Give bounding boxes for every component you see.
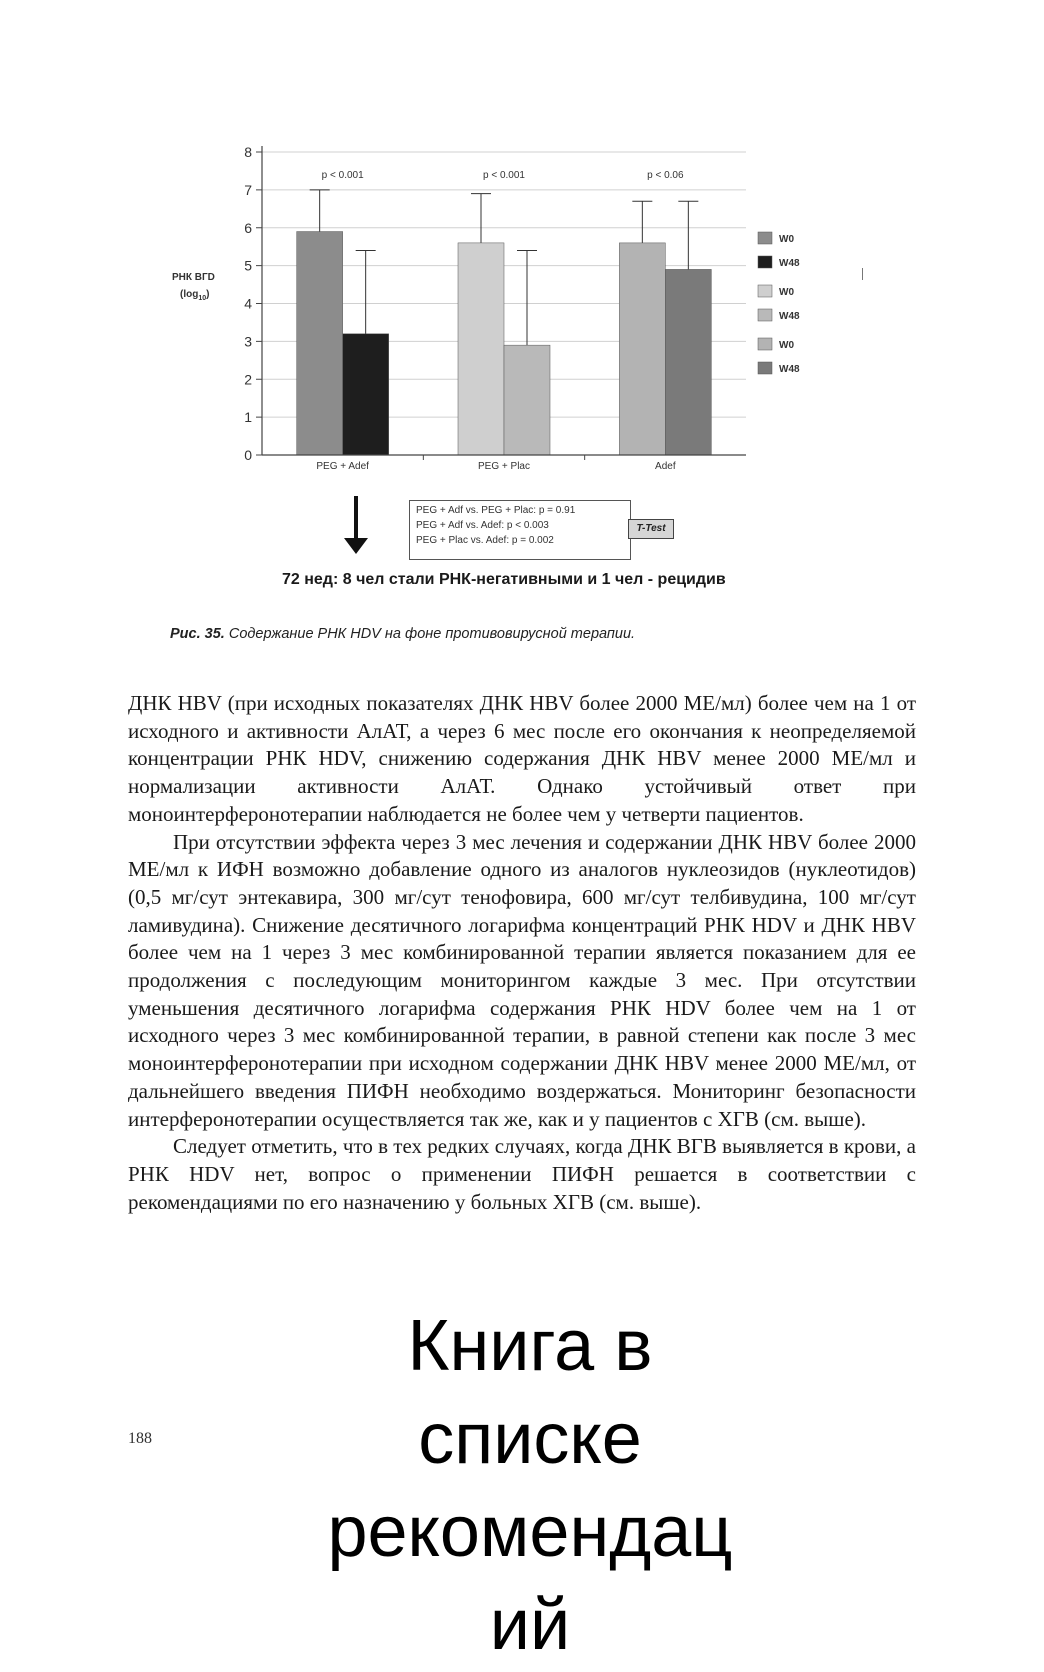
margin-mark [862,268,863,280]
p-value-label: p < 0.06 [647,170,684,181]
ttest-line: PEG + Plac vs. Adef: p = 0.002 [416,535,554,546]
y-axis-label-line2: $(\log_{10})$ [180,289,210,302]
legend-label: W48 [779,258,800,269]
bar [343,334,389,455]
overlay-line: ий [489,1585,571,1665]
paragraph: Следует отметить, что в тех редких случаях, когда ДНК ВГВ выявляется в крови, а РНК HDV нет, вопрос о применении ПИФН решается в соответствии с рекомендациями по его назначению у больных ХГВ (см. выше). [128,1134,916,1214]
arrow-head-icon [344,538,368,554]
ttest-badge: T-Test [628,519,674,539]
bar-chart [0,0,1044,500]
legend-swatch [758,309,772,321]
bar [619,243,665,455]
paragraph: ДНК HBV (при исходных показателях ДНК HBV более 2000 МЕ/мл) более чем на 1 от исходного и активности АлАТ, а через 6 мес после его окончания к неопределяемой концентрации РНК HDV, снижению содержания ДНК HBV менее 2000 МЕ/мл и нормализации активности АлАТ. Однако устойчивый ответ при моноинтерферонотерапии наблюдается не более чем у четверти пациентов. [128,691,916,826]
legend-label: W48 [779,364,800,375]
bar [665,269,711,455]
legend-swatch [758,338,772,350]
figure-label: Рис. 35. [170,626,225,642]
legend-swatch [758,232,772,244]
paragraph: При отсутствии эффекта через 3 мес лечения и содержании ДНК HBV более 2000 МЕ/мл к ИФН возможно добавление одного из аналогов нуклеозидов (нуклеотидов) (0,5 мг/сут энтекавира, 300 мг/сут тенофовира, 600 мг/сут телбивудина, 100 мг/сут ламивудина). Снижение десятичного логарифма концентраций РНК HDV и ДНК HBV более чем на 1 через 3 мес комбинированной терапии является показанием для ее продолжения с последующим мониторингом каждые 3 мес. При отсутствии уменьшения десятичного логарифма содержания РНК HDV более чем на 1 от исходного через 3 мес комбинированной терапии, в равной степени как после 3 мес моноинтерферонотерапии при исходном содержании ДНК HBV менее 2000 МЕ/мл, от дальнейшего введения ПИФН необходимо воздержаться. Мониторинг безопасности интерферонотерапии осуществляется так же, как и у пациентов с ХГВ (см. выше). [128,829,916,1131]
page-number: 188 [128,1430,152,1447]
legend-label: W0 [779,234,794,245]
chart-note: 72 нед: 8 чел стали РНК-негативными и 1 чел - рецидив [282,571,726,588]
y-axis-label-line1: РНК ВГD [172,272,215,283]
overlay-line: рекомендац [327,1492,733,1572]
chart-bars [297,190,712,455]
ttest-line: PEG + Adf vs. Adef: p < 0.003 [416,520,549,531]
ttest-line: PEG + Adf vs. PEG + Plac: p = 0.91 [416,505,576,516]
y-tick-label: 2 [244,371,252,388]
legend-label: W0 [779,340,794,351]
x-tick-label: PEG + Adef [316,461,369,472]
bar [297,232,343,455]
legend-label: W48 [779,311,800,322]
y-tick-label: 4 [244,295,252,312]
figure-caption-text: Содержание РНК HDV на фоне противовирусной терапии. [228,626,636,642]
overlay-line: списке [418,1399,642,1479]
y-tick-label: 0 [244,447,252,463]
legend-swatch [758,362,772,374]
legend-swatch [758,285,772,297]
legend-label: W0 [779,287,794,298]
y-tick-label: 3 [244,333,252,350]
figure-caption [170,626,635,642]
y-tick-label: 1 [244,409,252,426]
ttest-results-box [409,500,631,560]
y-tick-label: 5 [244,257,252,274]
bar [504,345,550,455]
y-tick-label: 6 [244,219,252,236]
chart-legend [758,232,800,375]
p-value-label: p < 0.001 [483,170,525,181]
y-tick-label: 8 [244,144,252,160]
x-tick-label: Adef [655,461,676,472]
overlay-line: Книга в [407,1306,653,1386]
down-arrow-icon [354,496,358,542]
x-tick-label: PEG + Plac [478,461,530,472]
bar [458,243,504,455]
body-text [128,690,916,1216]
legend-swatch [758,256,772,268]
y-tick-label: 7 [244,181,252,198]
recommendation-overlay [300,1300,760,1665]
p-value-label: p < 0.001 [321,170,364,181]
